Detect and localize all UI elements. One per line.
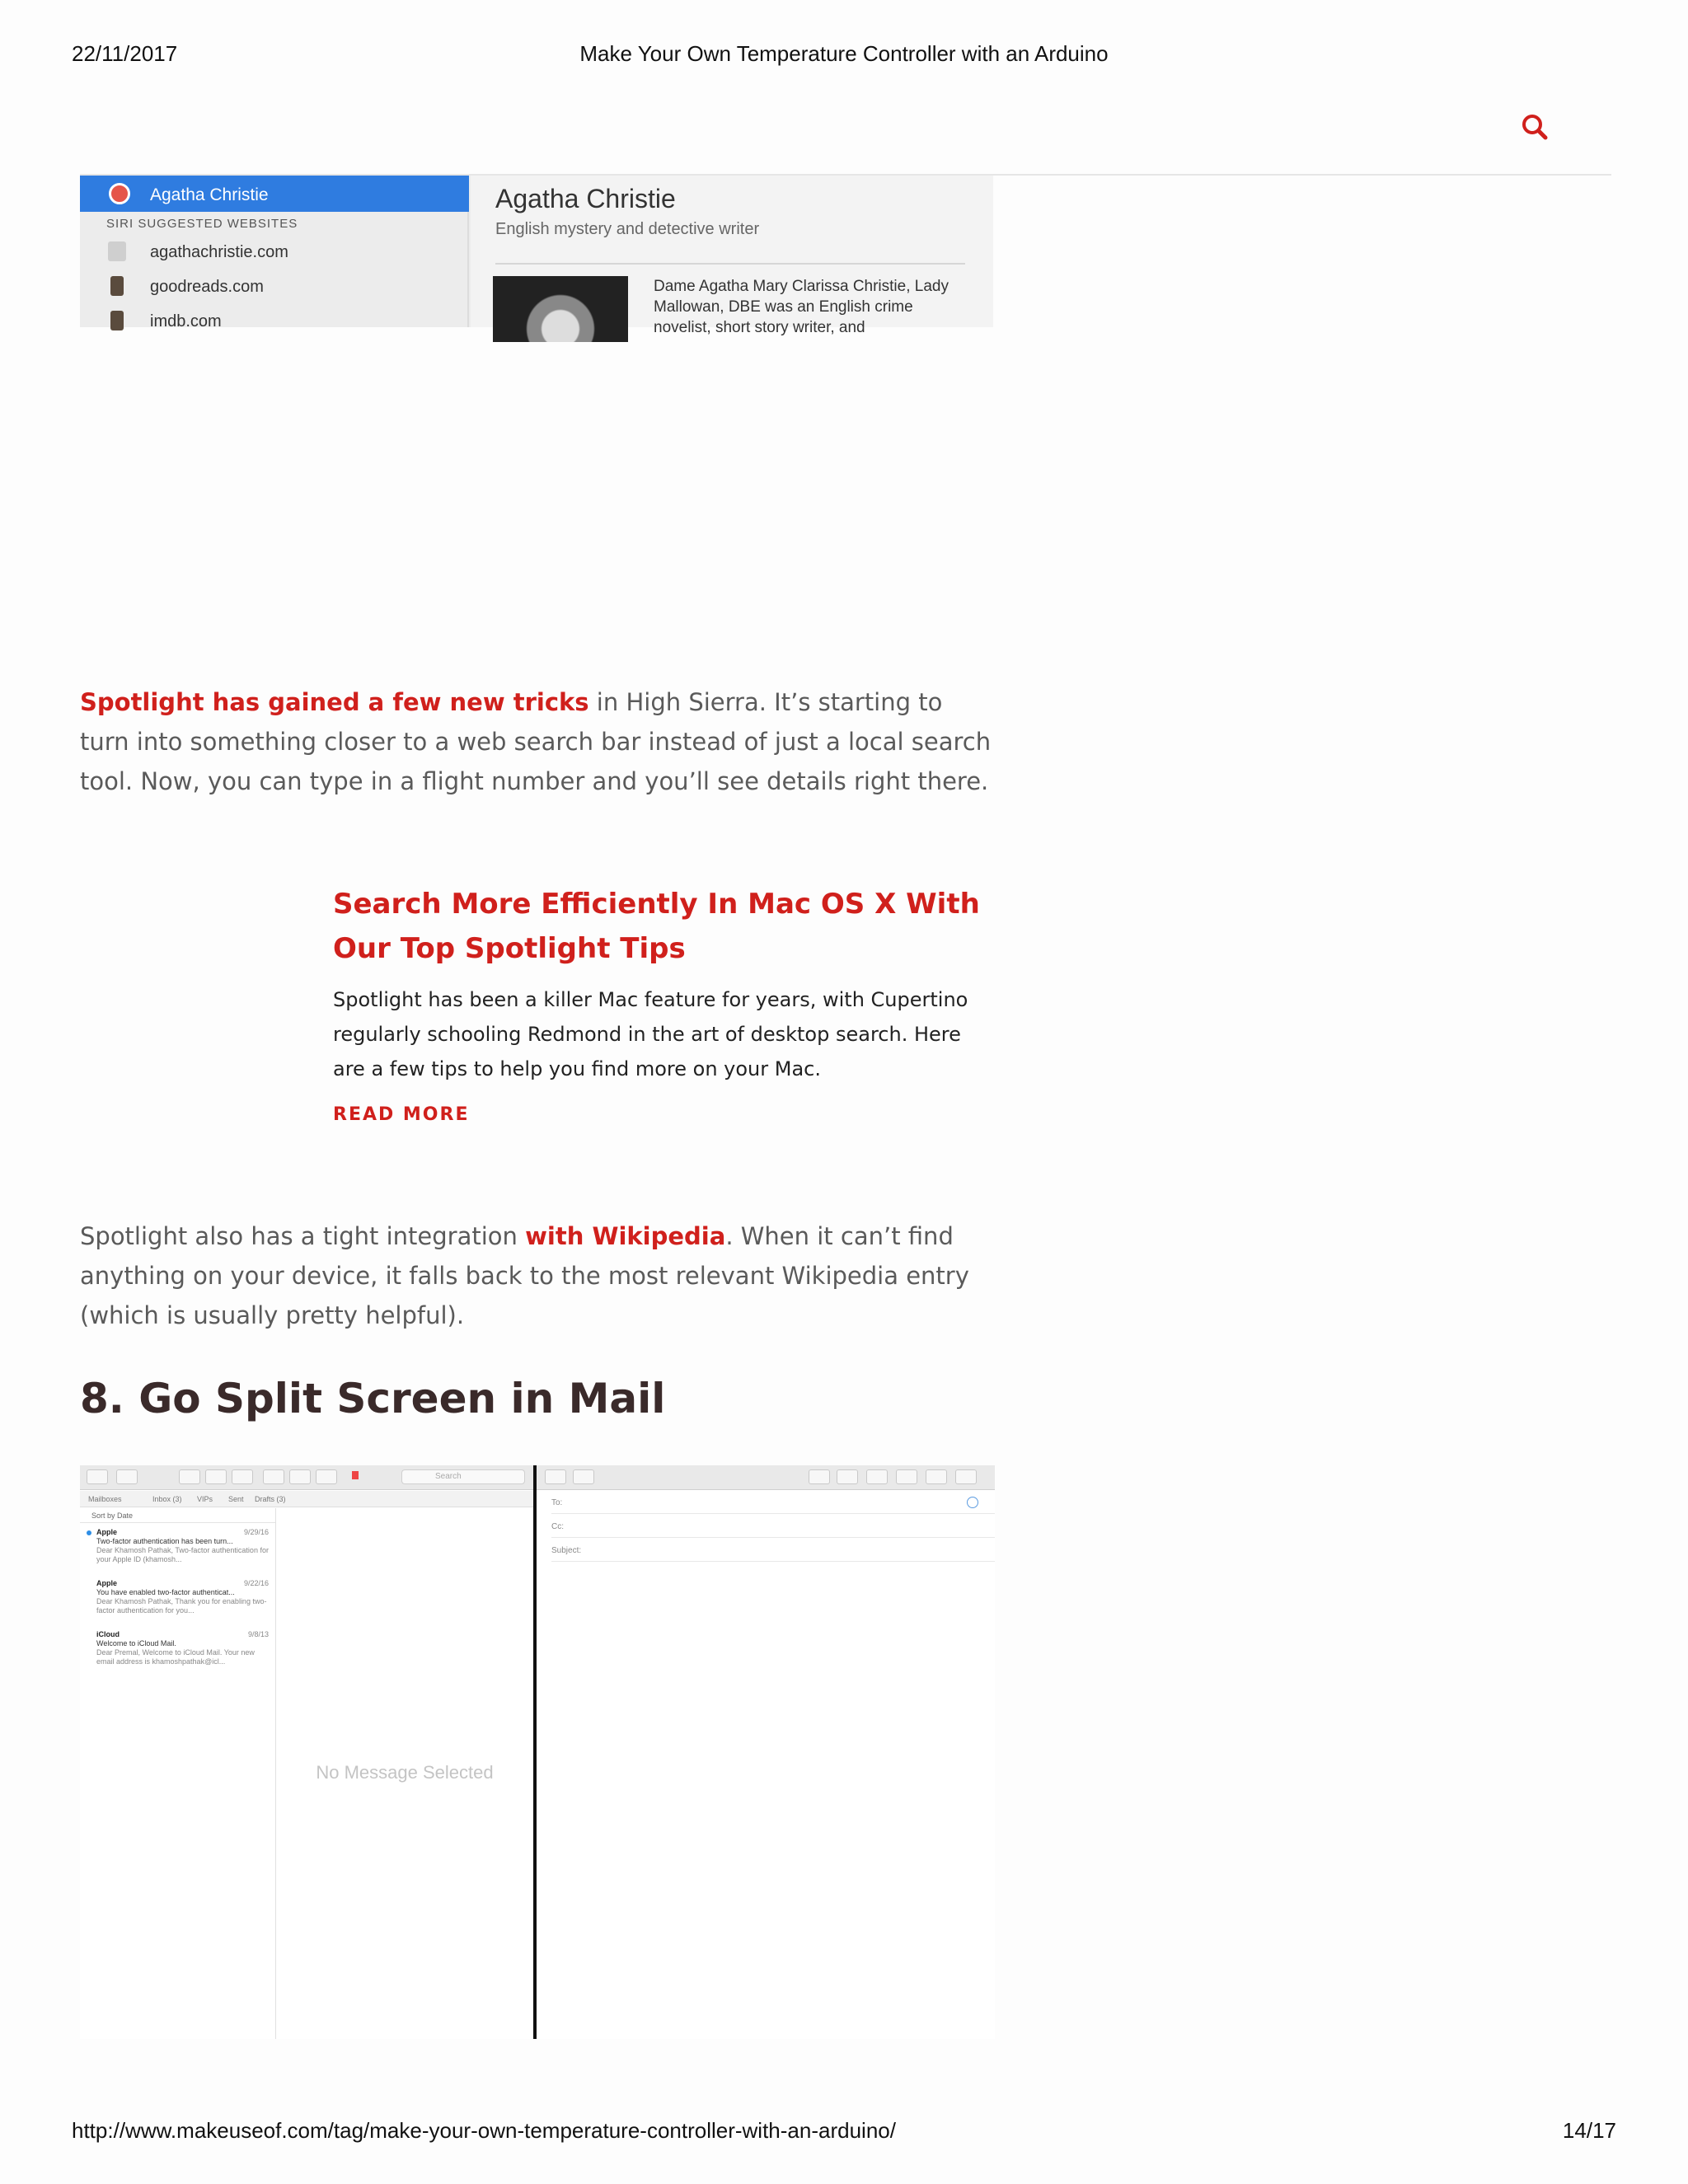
message-preview: Dear Khamosh Pathak, Two-factor authentication for your Apple ID (khamosh... [96, 1546, 269, 1563]
related-article-card [333, 882, 992, 1125]
website-icon [110, 311, 124, 330]
cc-label: Cc: [551, 1522, 564, 1531]
message-item [80, 1574, 275, 1625]
message-subject: You have enabled two-factor authenticat... [96, 1588, 235, 1596]
message-subject: Welcome to iCloud Mail. [96, 1639, 176, 1647]
message-preview: Dear Khamosh Pathak, Thank you for enabling two-factor authentication for you... [96, 1597, 267, 1615]
spotlight-result-item [80, 304, 469, 337]
favorite-item: Inbox (3) [152, 1495, 182, 1503]
read-more-link[interactable]: READ MORE [333, 1104, 470, 1125]
paragraph-text: . When it can’t find anything on your device, it falls back to the most relevant Wikipedia entry (which is usually pretty helpful). [80, 1222, 969, 1329]
spotlight-result-item [80, 235, 469, 268]
compose-window [537, 1465, 995, 2039]
header-fields-icon [573, 1469, 594, 1484]
mail-split-screen-screenshot [80, 1465, 995, 2039]
compose-icon [116, 1469, 138, 1484]
cc-field [551, 1515, 995, 1538]
preview-name: Agatha Christie [495, 184, 676, 213]
related-article-excerpt: Spotlight has been a killer Mac feature for years, with Cupertino regularly schooling Redmond in the art of desktop search. Here are a few tips to help you find more on your Mac. [333, 988, 968, 1080]
paragraph-text: in High Sierra. It’s starting to turn into something closer to a web search bar instead of just a local search tool. Now, you can type in a flight number and you’ll see details right there. [80, 688, 992, 795]
spotlight-result-label: imdb.com [150, 312, 222, 330]
send-icon [545, 1469, 566, 1484]
message-sender: Apple [96, 1528, 118, 1536]
message-subject: Two-factor authentication has been turn... [96, 1537, 233, 1545]
spotlight-result-label: agathachristie.com [150, 243, 288, 261]
favorite-item: Drafts (3) [255, 1495, 286, 1503]
website-icon [108, 241, 126, 261]
subject-label: Subject: [551, 1546, 582, 1555]
preview-subtitle: English mystery and detective writer [495, 220, 760, 238]
archive-icon [179, 1469, 200, 1484]
paragraph-text: Spotlight also has a tight integration [80, 1222, 526, 1250]
emoji-icon [955, 1469, 977, 1484]
mail-search-field: Search [401, 1469, 525, 1484]
spotlight-section-title: SIRI SUGGESTED WEBSITES [106, 217, 298, 231]
print-header [72, 41, 1616, 74]
print-url: http://www.makeuseof.com/tag/make-your-own-temperature-controller-with-an-arduino/ [72, 2118, 896, 2143]
subject-field [551, 1539, 995, 1562]
message-sender: Apple [96, 1579, 118, 1587]
to-field [551, 1491, 995, 1514]
page-number: 14/17 [1562, 2118, 1616, 2143]
related-article-title[interactable]: Search More Efficiently In Mac OS X With Our Top Spotlight Tips [333, 888, 980, 965]
forward-icon [316, 1469, 337, 1484]
message-item [80, 1523, 275, 1574]
spotlight-result-item [80, 269, 469, 302]
flag-icon [352, 1471, 359, 1479]
spotlight-result-label: goodreads.com [150, 278, 264, 296]
reply-icon [809, 1469, 830, 1484]
trash-icon [205, 1469, 227, 1484]
message-preview: Dear Premal, Welcome to iCloud Mail. Your new email address is khamoshpathak@icl... [96, 1648, 255, 1666]
mail-toolbar [80, 1465, 533, 1490]
add-contact-icon [967, 1497, 978, 1508]
get-mail-icon [87, 1469, 108, 1484]
favorite-item: VIPs [197, 1495, 213, 1503]
compose-toolbar [537, 1465, 995, 1490]
print-footer [72, 2118, 1616, 2151]
search-icon [1519, 111, 1552, 144]
sort-control: Sort by Date [80, 1508, 275, 1523]
preview-divider [495, 263, 965, 265]
website-icon [110, 276, 124, 296]
print-title: Make Your Own Temperature Controller with an Arduino [579, 41, 1109, 66]
message-date: 9/22/16 [243, 1579, 269, 1587]
spotlight-tricks-link[interactable]: Spotlight has gained a few new tricks [80, 688, 589, 716]
message-date: 9/29/16 [243, 1528, 269, 1536]
junk-icon [232, 1469, 253, 1484]
spotlight-selected-label: Agatha Christie [150, 185, 269, 204]
search-button[interactable] [1519, 111, 1552, 144]
stationery-icon [866, 1469, 888, 1484]
section-heading: 8. Go Split Screen in Mail [80, 1375, 666, 1422]
message-sender: iCloud [96, 1630, 120, 1638]
message-date: 9/8/13 [247, 1630, 269, 1638]
spotlight-preview-pane [471, 176, 993, 336]
unread-indicator [87, 1530, 91, 1535]
paragraph-spotlight-tricks [80, 682, 995, 801]
to-label: To: [551, 1498, 563, 1507]
favorites-bar [80, 1491, 533, 1507]
attach-icon [837, 1469, 858, 1484]
preview-bio: Dame Agatha Mary Clarissa Christie, Lady Mallowan, DBE was an English crime novelist, short story writer, and [654, 278, 949, 336]
reply-all-icon [289, 1469, 311, 1484]
paragraph-wikipedia [80, 1216, 995, 1335]
safari-icon [109, 183, 130, 204]
wikipedia-link[interactable]: with Wikipedia [525, 1222, 726, 1250]
message-list [80, 1508, 276, 2039]
photo-icon [926, 1469, 947, 1484]
print-date: 22/11/2017 [72, 41, 178, 66]
spotlight-results-pane [80, 176, 469, 330]
format-icon [896, 1469, 917, 1484]
reply-icon [263, 1469, 284, 1484]
mail-window [80, 1465, 533, 2039]
spotlight-selected-result [80, 176, 469, 212]
empty-state-text: No Message Selected [316, 1762, 494, 1783]
spotlight-screenshot [80, 176, 993, 336]
portrait-image [493, 276, 628, 342]
favorite-item: Mailboxes [88, 1495, 122, 1503]
message-item [80, 1625, 275, 1676]
favorite-item: Sent [228, 1495, 244, 1503]
